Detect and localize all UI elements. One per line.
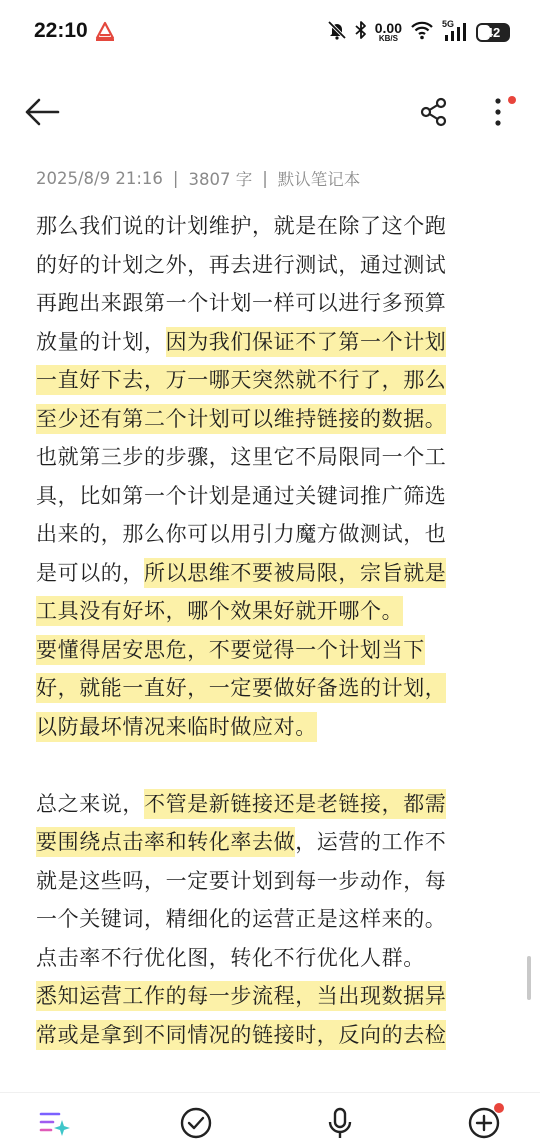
share-button[interactable]	[414, 94, 454, 134]
more-vertical-icon	[493, 96, 503, 132]
back-button[interactable]	[22, 94, 62, 134]
note-datetime: 2025/8/9 21:16	[36, 168, 163, 188]
notification-dot	[494, 1103, 504, 1113]
checklist-button[interactable]	[178, 1107, 214, 1143]
highlighted-text: 一直好下去，万一哪天突然就不行了，那么	[36, 365, 446, 395]
ai-assistant-button[interactable]	[36, 1107, 72, 1143]
body-text: 就是这些吗，一定要计划到每一步动作，每	[36, 868, 447, 893]
highlighted-text: 常或是拿到不同情况的链接时，反向的去检	[36, 1020, 446, 1050]
more-options-button[interactable]	[480, 94, 516, 134]
top-nav	[0, 82, 540, 146]
note-body[interactable]	[36, 207, 506, 1054]
text-line	[36, 1016, 506, 1055]
text-line	[36, 708, 506, 747]
checklist-icon	[179, 1106, 213, 1144]
body-text: 的好的计划之外，再去进行测试，通过测试	[36, 252, 447, 277]
note-word-count: 3807 字	[188, 170, 253, 189]
text-line	[36, 515, 506, 554]
text-line	[36, 400, 506, 439]
ai-sparkle-icon	[37, 1106, 71, 1144]
bottom-toolbar	[0, 1092, 540, 1148]
highlighted-text: 所以思维不要被局限，宗旨就是	[144, 558, 446, 588]
battery-icon	[476, 23, 510, 42]
notebook-name[interactable]: 默认笔记本	[277, 170, 361, 189]
bluetooth-icon	[355, 20, 367, 44]
body-text: 一个关键词，精细化的运营正是这样来的。	[36, 907, 447, 931]
signal-icon	[442, 21, 468, 43]
text-line	[36, 477, 506, 516]
note-meta	[36, 166, 360, 190]
text-line	[36, 438, 506, 477]
body-text: 那么我们说的计划维护，就是在除了这个跑	[36, 214, 447, 238]
body-text: ，运营的工作不	[295, 830, 447, 854]
highlighted-text: 工具没有好坏，哪个效果好就开哪个。	[36, 596, 403, 626]
text-line	[36, 900, 506, 939]
meta-separator: |	[172, 168, 179, 188]
text-line	[36, 207, 506, 246]
highlighted-text: 因为我们保证不了第一个计划	[166, 327, 447, 357]
body-text: 点击率不行优化图，转化不行优化人群。	[36, 945, 425, 970]
body-text: 放量的计划，	[36, 329, 166, 354]
status-bar	[0, 0, 540, 64]
body-text: 出来的，那么你可以用引力魔方做测试，也	[36, 522, 447, 546]
text-line	[36, 823, 506, 862]
text-line	[36, 746, 506, 785]
text-line	[36, 361, 506, 400]
highlighted-text: 不管是新链接还是老链接，都需	[144, 789, 446, 819]
body-text: 再跑出来跟第一个计划一样可以进行多预算	[36, 291, 447, 315]
highlighted-text: 好，就能一直好，一定要做好备选的计划，	[36, 673, 446, 703]
add-button[interactable]	[466, 1107, 502, 1143]
text-line	[36, 246, 506, 285]
text-line	[36, 939, 506, 978]
network-type: 5G	[442, 19, 455, 29]
text-line	[36, 669, 506, 708]
body-text: 也就第三步的步骤，这里它不局限同一个工	[36, 445, 447, 469]
text-line	[36, 785, 506, 824]
status-time: 22:10	[34, 19, 88, 42]
microphone-icon	[323, 1106, 357, 1144]
status-icons	[327, 18, 510, 46]
highlighted-text: 至少还有第二个计划可以维持链接的数据。	[36, 404, 446, 434]
body-text: 是可以的，	[36, 560, 144, 585]
network-speed: 0.00 KB/S	[374, 20, 402, 43]
highlighted-text: 要围绕点击率和转化率去做	[36, 827, 295, 857]
meta-separator: |	[262, 168, 268, 188]
text-line	[36, 554, 506, 593]
notification-dot	[508, 96, 516, 104]
body-text: 总之来说，	[36, 791, 144, 816]
app-notification-icon	[94, 21, 116, 43]
text-line	[36, 862, 506, 901]
voice-input-button[interactable]	[322, 1107, 358, 1143]
mute-icon	[327, 20, 347, 44]
text-line	[36, 323, 506, 362]
wifi-icon	[410, 20, 434, 44]
text-line	[36, 631, 506, 670]
back-arrow-icon	[24, 97, 60, 131]
highlighted-text: 以防最坏情况来临时做应对。	[36, 712, 317, 742]
battery-level: 42	[485, 24, 501, 40]
text-line	[36, 592, 506, 631]
highlighted-text: 要懂得居安思危，不要觉得一个计划当下	[36, 635, 425, 665]
text-line	[36, 977, 506, 1016]
highlighted-text: 悉知运营工作的每一步流程，当出现数据异	[36, 981, 446, 1011]
share-icon	[418, 96, 450, 132]
text-line	[36, 284, 506, 323]
body-text: 具，比如第一个计划是通过关键词推广筛选	[36, 483, 447, 508]
scrollbar[interactable]	[527, 956, 531, 1000]
